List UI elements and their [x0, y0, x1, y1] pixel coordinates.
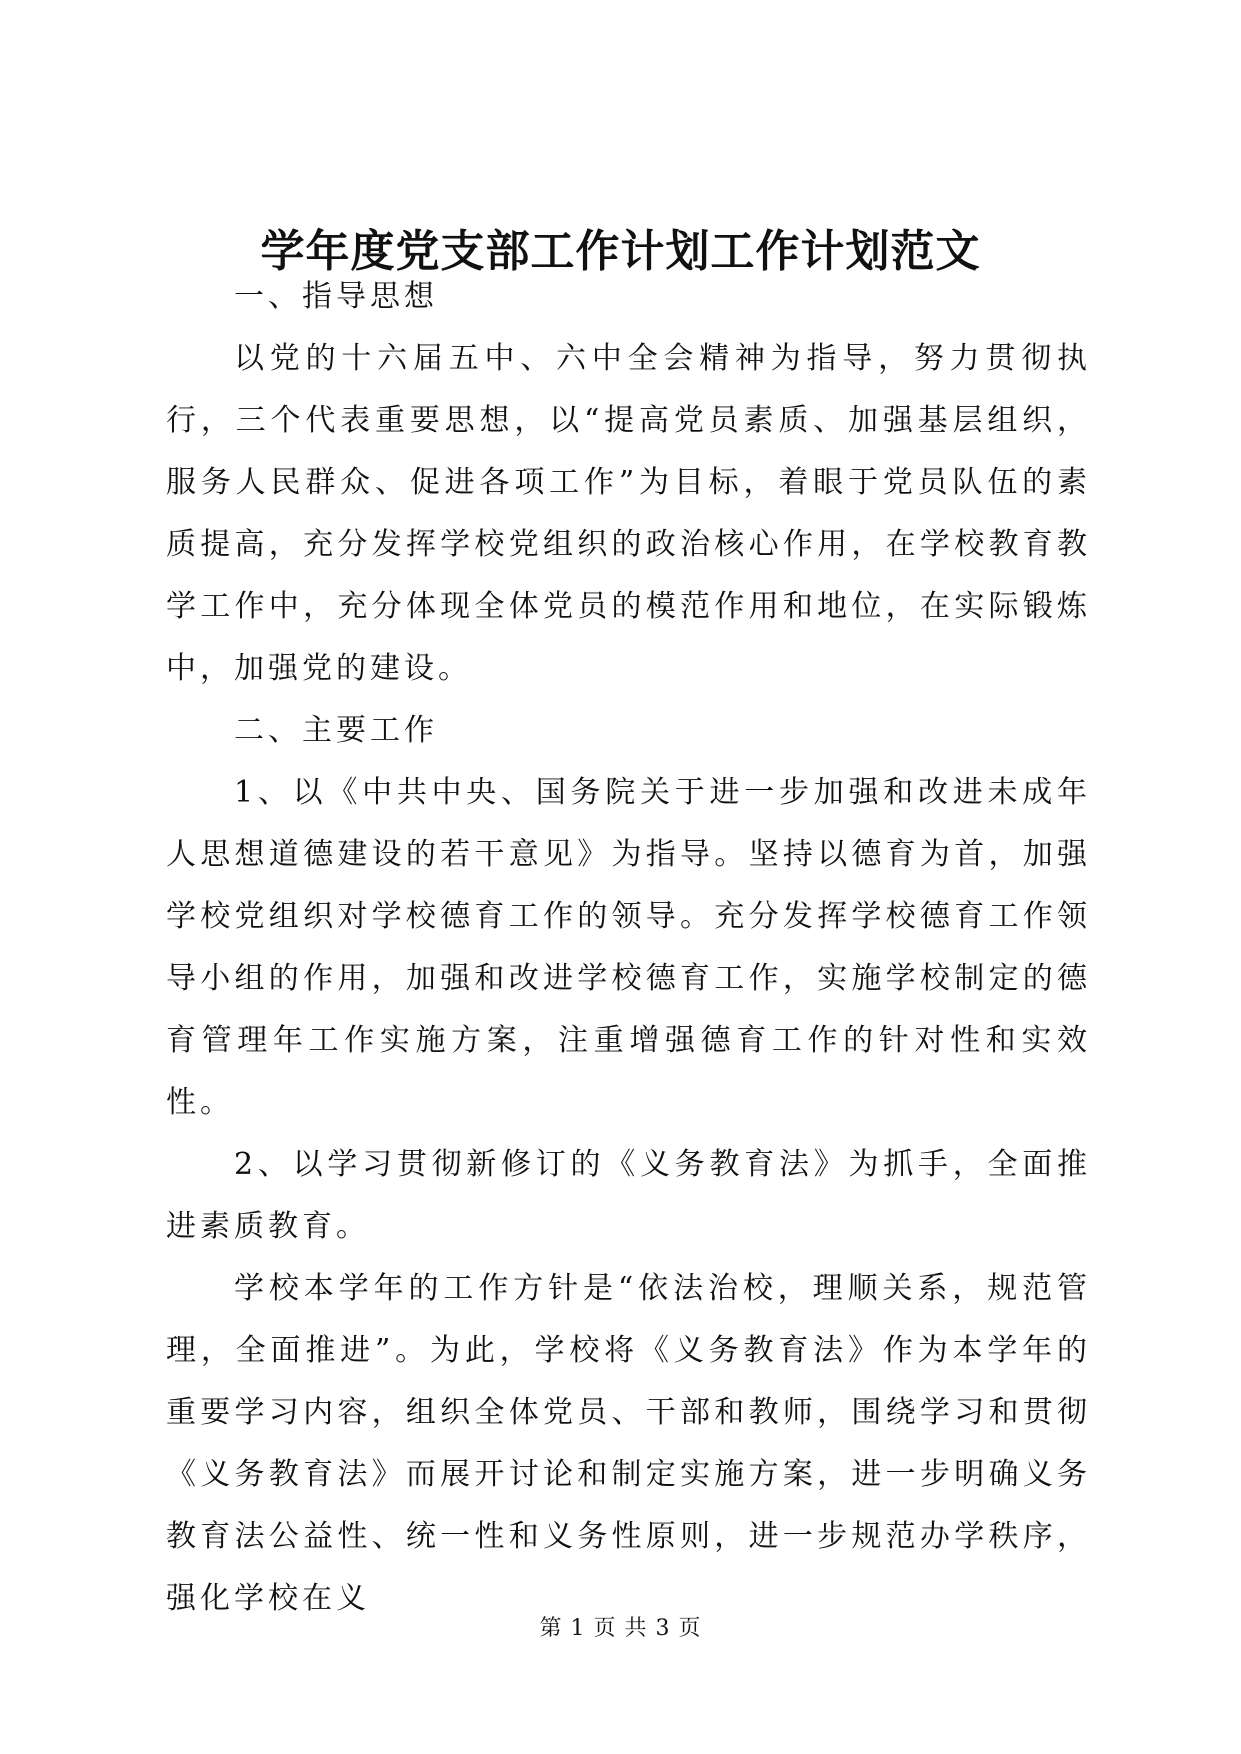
document-title: 学年度党支部工作计划工作计划范文 [260, 226, 981, 277]
paragraph-guiding-thought: 以党的十六届五中、六中全会精神为指导，努力贯彻执行，三个代表重要思想，以“提高党员素质、加强基层组织，服务人民群众、促进各项工作”为目标，着眼于党员队伍的素质提高，充分发挥学校党组织的政治核心作用，在学校教育教学工作中，充分体现全体党员的模范作用和地位，在实际锻炼中，加强党的建设。 [166, 341, 1091, 686]
document-body [166, 266, 1091, 1630]
paragraph-school-policy: 学校本学年的工作方针是“依法治校，理顺关系，规范管理，全面推进”。为此，学校将《义务教育法》作为本学年的重要学习内容，组织全体党员、干部和教师，围绕学习和贯彻《义务教育法》而展开讨论和制定实施方案，进一步明确义务教育法公益性、统一性和义务性原则，进一步规范办学秩序，强化学校在义 [166, 1271, 1091, 1616]
paragraph-item-1: 1、以《中共中央、国务院关于进一步加强和改进未成年人思想道德建设的若干意见》为指导。坚持以德育为首，加强学校党组织对学校德育工作的领导。充分发挥学校德育工作领导小组的作用，加强和改进学校德育工作，实施学校制定的德育管理年工作实施方案，注重增强德育工作的针对性和实效性。 [166, 775, 1091, 1120]
paragraph-item-2: 2、以学习贯彻新修订的《义务教育法》为抓手，全面推进素质教育。 [166, 1147, 1091, 1244]
page-number-footer: 第 1 页 共 3 页 [539, 1616, 702, 1641]
section-heading-main-work: 二、主要工作 [234, 713, 438, 748]
section-heading-guiding-thought: 一、指导思想 [234, 279, 438, 314]
